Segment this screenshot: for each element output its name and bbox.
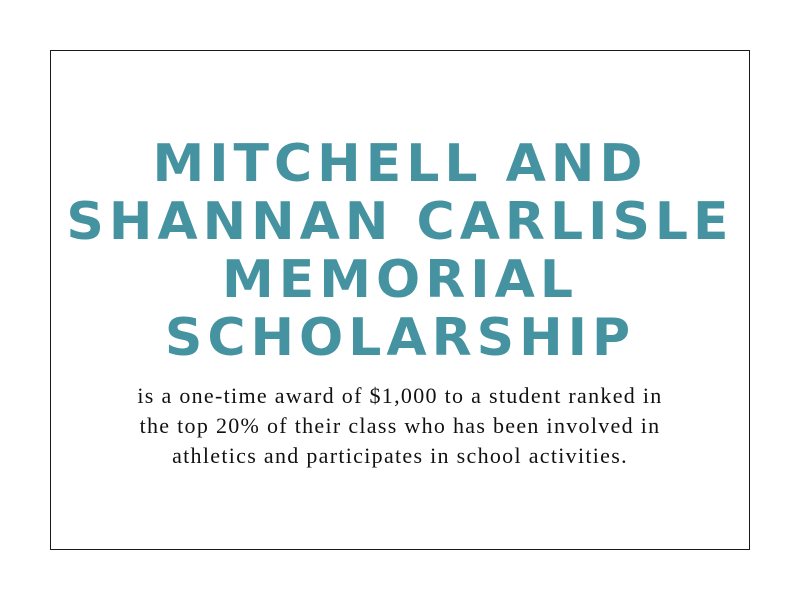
title-line-1: MITCHELL AND bbox=[152, 134, 648, 194]
scholarship-description bbox=[0, 381, 800, 471]
description-line-1: is a one-time award of $1,000 to a student ranked in bbox=[137, 383, 663, 408]
description-line-2: the top 20% of their class who has been involved in bbox=[139, 413, 661, 438]
description-line-3: athletics and participates in school activities. bbox=[172, 443, 628, 468]
title-line-4: SCHOLARSHIP bbox=[164, 308, 636, 368]
scholarship-title bbox=[0, 135, 800, 367]
title-line-2: SHANNAN CARLISLE bbox=[66, 192, 734, 252]
title-line-3: MEMORIAL bbox=[222, 250, 578, 310]
